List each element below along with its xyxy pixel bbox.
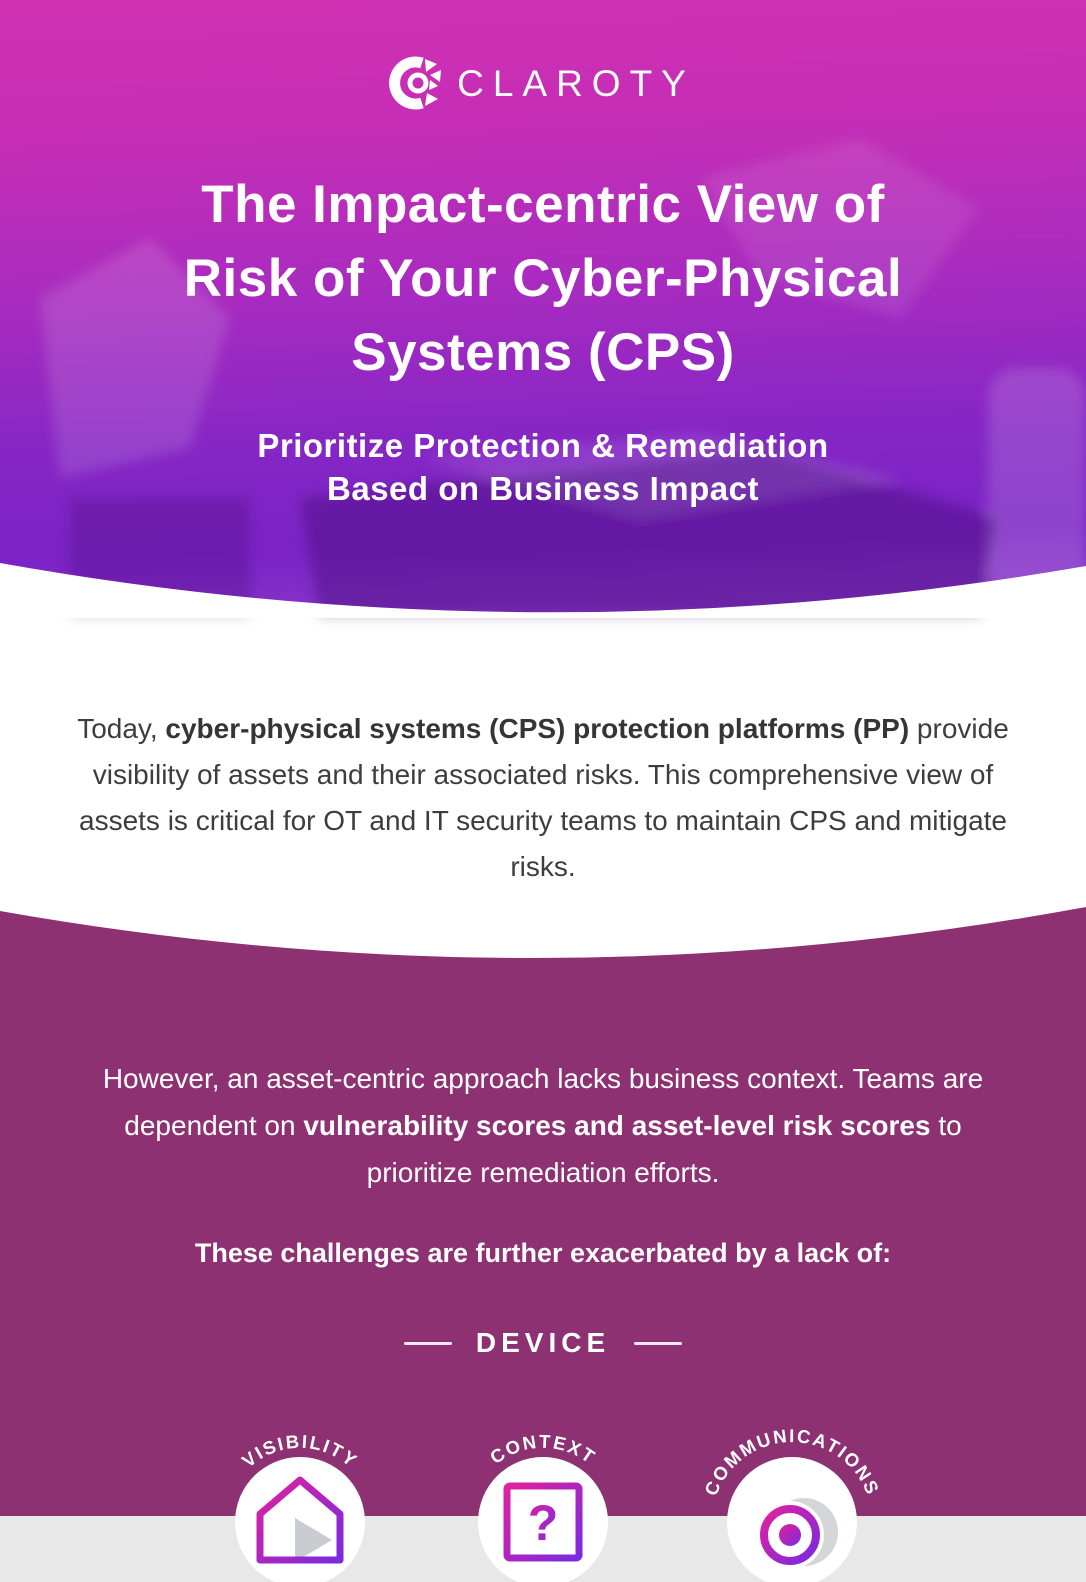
subtitle-line-2: Based on Business Impact <box>327 470 759 507</box>
device-label: DEVICE <box>475 1327 611 1358</box>
challenge-paragraph <box>93 1055 993 1196</box>
claroty-wordmark: CLAROTY <box>457 62 695 104</box>
challenge-rest: to prioritize remediation efforts. <box>366 1110 962 1188</box>
hero-section <box>0 0 1086 618</box>
context-arc-label: CONTEXT <box>486 1430 601 1468</box>
page-subtitle <box>0 424 1086 510</box>
communications-arc-label: COMMUNICATIONS <box>700 1424 884 1499</box>
intro-prefix: Today, <box>77 713 166 744</box>
claroty-logo-icon <box>391 56 443 110</box>
divider-line-left <box>404 1342 452 1345</box>
challenge-top-curve <box>0 905 1086 963</box>
title-line-3: Systems (CPS) <box>351 323 735 382</box>
hero-bottom-curve <box>0 556 1086 618</box>
challenge-section <box>0 905 1086 1551</box>
intro-rest: provide visibility of assets and their associated risks. This comprehensive view of assets is critical for OT and IT security teams to maintain CPS and mitigate risks. <box>79 713 1009 882</box>
claroty-logo <box>0 56 1086 110</box>
visibility-arc-label: VISIBILITY <box>237 1430 363 1472</box>
intro-paragraph <box>63 706 1023 890</box>
intro-bold: cyber-physical systems (CPS) protection platforms (PP) <box>165 713 910 744</box>
card-visibility <box>160 1392 440 1582</box>
page-title <box>0 168 1086 390</box>
card-communications <box>652 1392 932 1582</box>
challenge-prefix: However, an asset-centric approach lacks business context. Teams are dependent on <box>102 1063 984 1141</box>
title-line-2: Risk of Your Cyber-Physical <box>183 249 903 308</box>
challenge-bold: vulnerability scores and asset-level risk scores <box>303 1110 931 1141</box>
card-context <box>403 1392 683 1582</box>
challenge-lead-in: These challenges are further exacerbated by a lack of: <box>194 1238 892 1268</box>
title-line-1: The Impact-centric View of <box>201 175 885 234</box>
subtitle-line-1: Prioritize Protection & Remediation <box>257 427 829 464</box>
device-divider <box>0 1329 1086 1357</box>
divider-line-right <box>634 1342 682 1345</box>
question-glyph: ? <box>527 1495 559 1551</box>
